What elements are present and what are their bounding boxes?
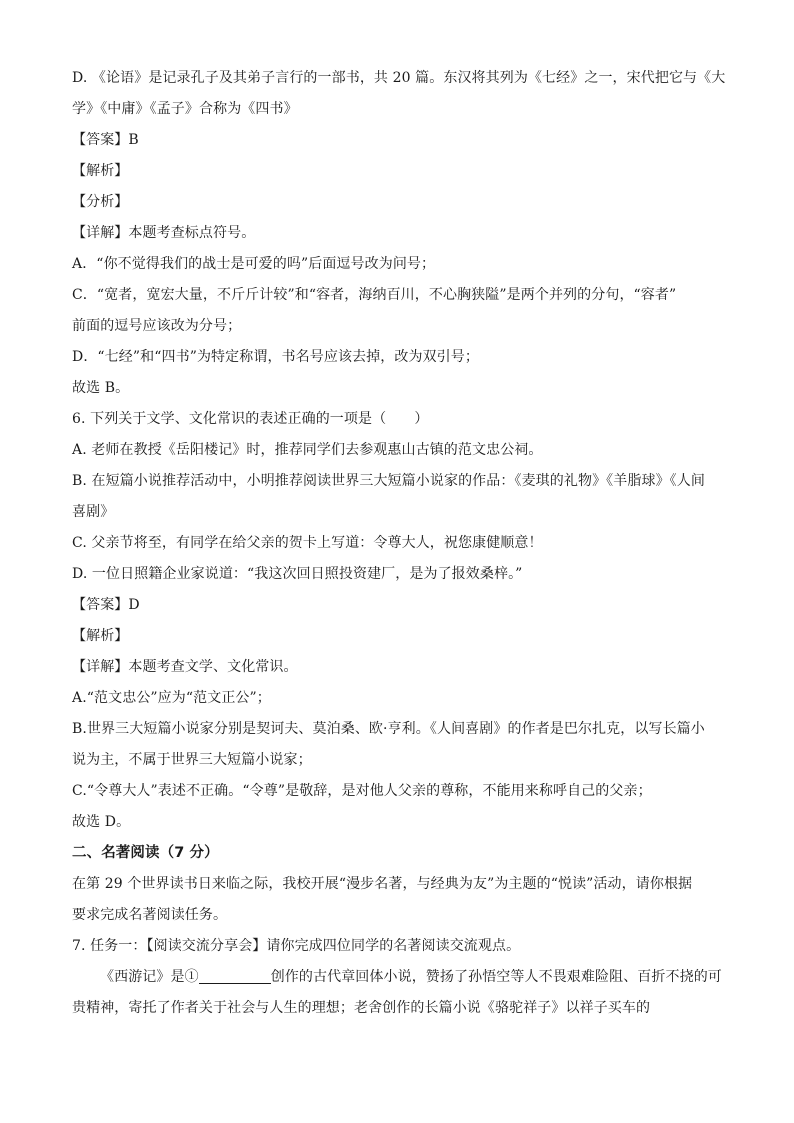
detail-text: 【详解】本题考查标点符号。: [72, 225, 256, 241]
q6-option-a: A. 老师在教授《岳阳楼记》时，推荐同学们去参观惠山古镇的范文忠公祠。: [72, 442, 543, 458]
q6-option-b: B. 在短篇小说推荐活动中，小明推荐阅读世界三大短篇小说家的作品：《麦琪的礼物》《羊脂球》《人间: [72, 473, 705, 489]
q7-paragraph-rest: 创作的古代章回体小说，赞扬了孙悟空等人不畏艰难险阻、百折不挠的可: [270, 969, 722, 985]
section-intro-cont: 要求完成名著阅读任务。: [72, 907, 228, 923]
explain-d: D．“七经”和“四书”为特定称谓，书名号应该去掉，改为双引号；: [72, 349, 479, 365]
q7-paragraph-start: 《西游记》是①: [100, 969, 199, 985]
explain-c: C．“宽者，宽宏大量，不斤斤计较”和“容者，海纳百川，不心胸狭隘”是两个并列的分句，“容者”: [72, 287, 677, 303]
explain-c: C.“令尊大人”表述不正确。“令尊”是敬辞，是对他人父亲的尊称，不能用来称呼自己的父亲；: [72, 783, 652, 799]
conclusion: 故选 B。: [72, 380, 130, 396]
explain-a: A．“你不觉得我们的战士是可爱的吗”后面逗号改为问号；: [72, 256, 436, 272]
q6-option-d: D. 一位日照籍企业家说道：“我这次回日照投资建厂，是为了报效桑梓。”: [72, 566, 523, 582]
explain-b-cont: 说为主，不属于世界三大短篇小说家；: [72, 752, 312, 768]
q6-option-b-cont: 喜剧》: [72, 504, 115, 520]
q7-paragraph-cont: 贵精神，寄托了作者关于社会与人生的理想；老舍创作的长篇小说《骆驼祥子》以祥子买车的: [72, 1000, 651, 1016]
analysis-label: 【解析】: [72, 163, 129, 179]
fill-in-blank[interactable]: [199, 967, 271, 984]
explain-c-cont: 前面的逗号应该改为分号；: [72, 318, 242, 334]
explain-a: A.“范文忠公”应为“范文正公”；: [72, 690, 271, 706]
answer-label: 【答案】B: [72, 132, 139, 148]
explain-b: B.世界三大短篇小说家分别是契诃夫、莫泊桑、欧·亨利。《人间喜剧》的作者是巴尔扎克，以写长篇小: [72, 721, 705, 737]
question-6: 6. 下列关于文学、文化常识的表述正确的一项是（ ）: [72, 411, 429, 427]
option-d-text-cont: 学》《中庸》《孟子》合称为《四书》: [72, 101, 298, 117]
analysis-sub-label: 【分析】: [72, 194, 129, 210]
document-page: [72, 63, 732, 1024]
question-7: 7. 任务一：【阅读交流分享会】请你完成四位同学的名著阅读交流观点。: [72, 938, 521, 954]
conclusion: 故选 D。: [72, 814, 131, 830]
section-heading: 二、名著阅读（7 分）: [72, 845, 219, 861]
detail-text: 【详解】本题考查文学、文化常识。: [72, 659, 298, 675]
answer-label: 【答案】D: [72, 597, 140, 613]
option-d-text: D. 《论语》是记录孔子及其弟子言行的一部书，共 20 篇。东汉将其列为《七经》之一，宋代把它与《大: [72, 70, 726, 86]
q6-option-c: C. 父亲节将至，有同学在给父亲的贺卡上写道：令尊大人，祝您康健顺意！: [72, 535, 543, 551]
section-intro: 在第 29 个世界读书日来临之际，我校开展“漫步名著，与经典为友”为主题的“悦读”活动，请你根据: [72, 876, 693, 892]
analysis-label: 【解析】: [72, 628, 129, 644]
q7-paragraph: [72, 962, 732, 993]
